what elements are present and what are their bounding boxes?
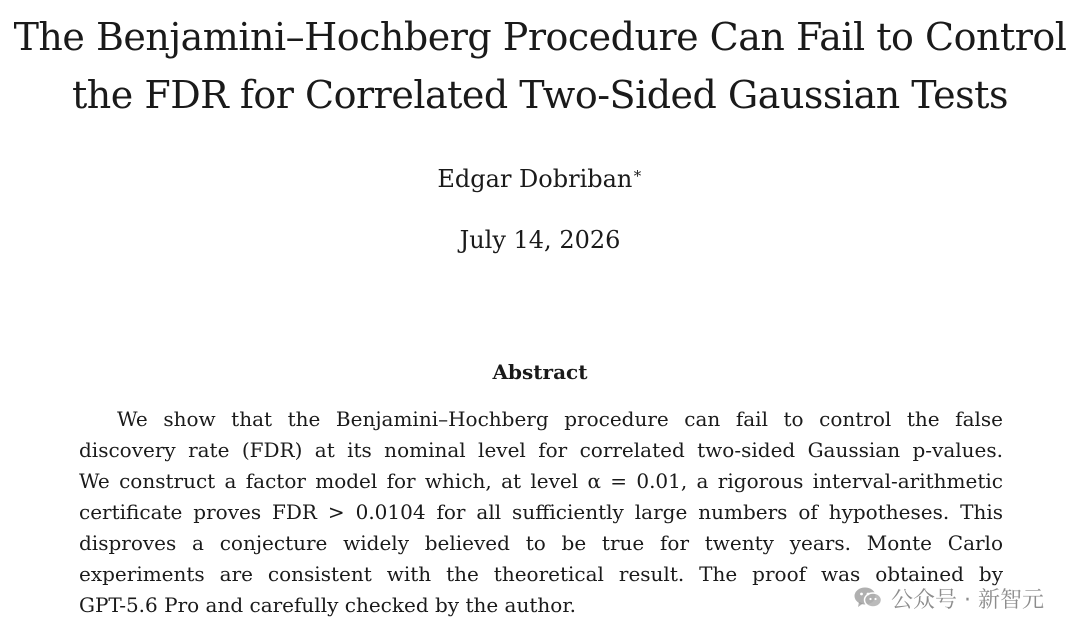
paper-date: July 14, 2026: [459, 226, 621, 254]
abstract-line: We show that the Benjamini–Hochberg procedure can fail to control the false: [117, 407, 1003, 431]
abstract-line: We construct a factor model for which, at level α = 0.01, a rigorous interval-arithmetic: [79, 469, 1003, 493]
abstract-line: discovery rate (FDR) at its nominal level for correlated two-sided Gaussian p-values.: [79, 438, 1003, 462]
abstract-line: certificate proves FDR > 0.0104 for all sufficiently large numbers of hypotheses. This: [79, 500, 1003, 524]
abstract-heading: Abstract: [492, 360, 588, 384]
wechat-icon: [853, 585, 883, 611]
watermark: [853, 582, 1044, 614]
abstract-line: disproves a conjecture widely believed to be true for twenty years. Monte Carlo: [79, 531, 1003, 555]
author-name: Edgar Dobriban: [437, 165, 633, 193]
author: [0, 166, 1080, 191]
paper-title-line-1: The Benjamini–Hochberg Procedure Can Fail to Control: [13, 15, 1067, 59]
abstract-line: GPT-5.6 Pro and carefully checked by the author.: [79, 593, 577, 617]
author-footnote-mark: ∗: [632, 164, 643, 182]
paper-title-line-2: the FDR for Correlated Two-Sided Gaussian Tests: [72, 73, 1008, 117]
watermark-text: 公众号 · 新智元: [891, 587, 1044, 613]
abstract-line: experiments are consistent with the theoretical result. The proof was obtained by: [79, 562, 1003, 586]
